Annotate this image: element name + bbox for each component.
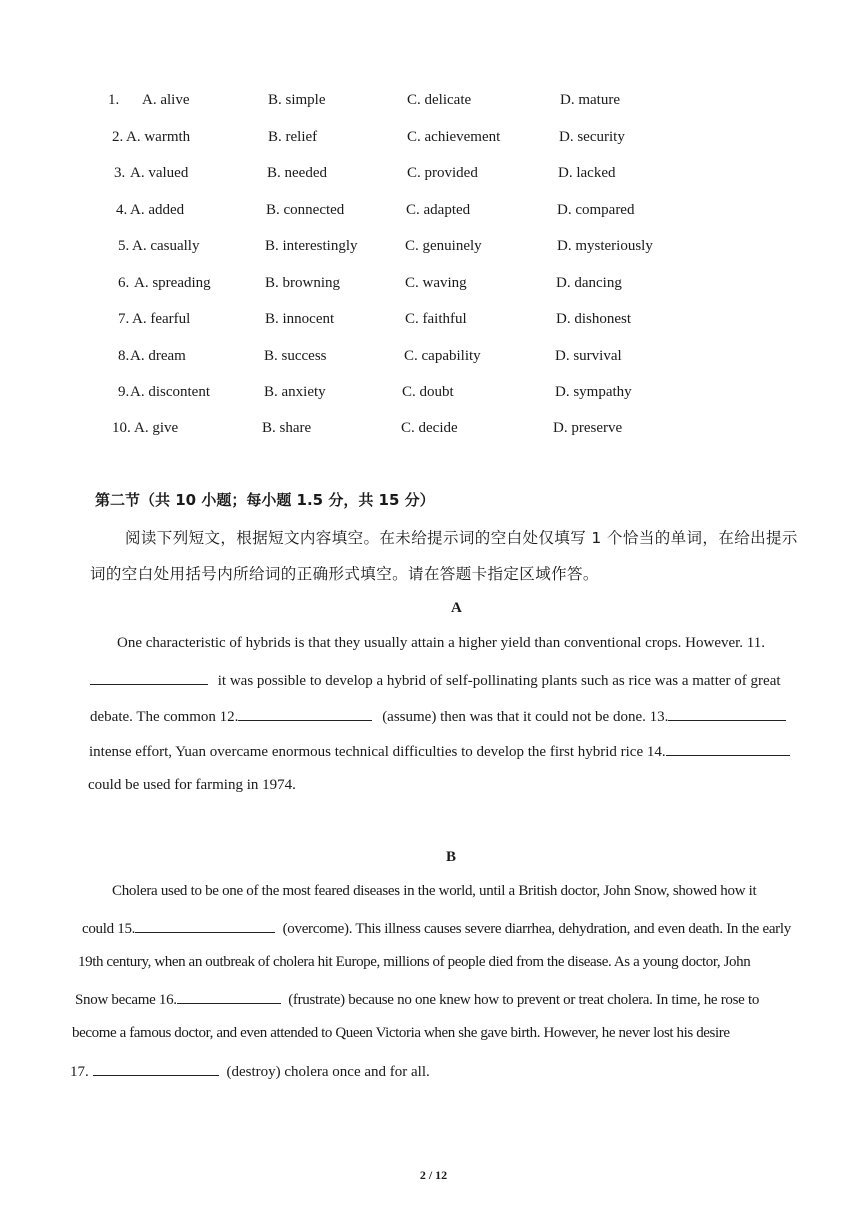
option-d[interactable]: D. sympathy — [555, 384, 632, 400]
question-number: 9. — [118, 384, 130, 400]
passage-a-line-4-pre: intense effort, Yuan overcame enormous technical difficulties to develop the first hybrid rice 14. — [89, 744, 666, 760]
passage-b-line-6-post: (destroy) cholera once and for all. — [226, 1064, 430, 1080]
question-number: 8. — [118, 348, 130, 364]
question-number: 3. — [114, 165, 126, 181]
option-b[interactable]: B. browning — [265, 275, 340, 291]
passage-b-label: B — [446, 849, 457, 865]
passage-b-line-4 — [75, 989, 759, 1009]
passage-b-line-6-pre: 17. — [70, 1064, 89, 1080]
option-c[interactable]: C. decide — [401, 420, 458, 436]
passage-b-line-1: Cholera used to be one of the most feared diseases in the world, until a British doctor, John Snow, showed how it — [112, 883, 757, 899]
question-number: 10. — [112, 420, 131, 436]
question-number: 4. — [116, 202, 128, 218]
option-a[interactable]: A. alive — [142, 92, 190, 108]
option-c[interactable]: C. achievement — [407, 129, 501, 145]
option-row — [0, 202, 867, 226]
option-b[interactable]: B. simple — [268, 92, 326, 108]
option-b[interactable]: B. success — [264, 348, 327, 364]
option-row — [0, 129, 867, 153]
blank-17[interactable] — [93, 1061, 219, 1076]
option-c[interactable]: C. capability — [404, 348, 481, 364]
option-c[interactable]: C. waving — [405, 275, 467, 291]
option-d[interactable]: D. security — [559, 129, 625, 145]
option-d[interactable]: D. survival — [555, 348, 622, 364]
option-a[interactable]: A. valued — [130, 165, 189, 181]
option-row — [0, 348, 867, 372]
option-d[interactable]: D. lacked — [558, 165, 616, 181]
option-d[interactable]: D. compared — [557, 202, 635, 218]
passage-b-line-5: become a famous doctor, and even attended to Queen Victoria when she gave birth. However, he never lost his desire — [72, 1025, 730, 1041]
passage-a-line-1: One characteristic of hybrids is that they usually attain a higher yield than conventional crops. However. 11. — [117, 635, 766, 651]
option-a[interactable]: A. warmth — [126, 129, 191, 145]
passage-a-line-3-hint: (assume) then was that it could not be done. 13. — [382, 709, 669, 725]
passage-b-line-6 — [70, 1061, 430, 1081]
passage-a-line-2-text: it was possible to develop a hybrid of self-pollinating plants such as rice was a matter of great — [217, 673, 781, 689]
option-d[interactable]: D. dancing — [556, 275, 622, 291]
passage-b-line-3: 19th century, when an outbreak of cholera hit Europe, millions of people died from the disease. As a young doctor, John — [78, 954, 751, 970]
page-number: 2 / 12 — [419, 1168, 448, 1182]
option-row — [0, 420, 867, 444]
option-b[interactable]: B. relief — [268, 129, 318, 145]
option-d[interactable]: D. mature — [560, 92, 620, 108]
passage-b-line-2-pre: could 15. — [82, 921, 136, 937]
option-c[interactable]: C. adapted — [406, 202, 471, 218]
option-a[interactable]: A. casually — [132, 238, 200, 254]
option-c[interactable]: C. doubt — [402, 384, 454, 400]
option-c[interactable]: C. provided — [407, 165, 478, 181]
option-row — [0, 275, 867, 299]
question-number: 2. — [112, 129, 124, 145]
question-number: 1. — [108, 92, 120, 108]
passage-b-line-4-post: (frustrate) because no one knew how to prevent or treat cholera. In time, he rose to — [288, 992, 760, 1008]
option-b[interactable]: B. anxiety — [264, 384, 326, 400]
option-a[interactable]: A. added — [130, 202, 185, 218]
blank-14[interactable] — [666, 741, 790, 756]
section-title: 第二节（共 10 小题；每小题 1.5 分，共 15 分） — [95, 491, 435, 509]
blank-12[interactable] — [238, 706, 372, 721]
passage-a-line-2 — [90, 670, 781, 690]
question-number: 5. — [118, 238, 130, 254]
option-a[interactable]: A. give — [134, 420, 179, 436]
option-b[interactable]: B. share — [262, 420, 312, 436]
blank-15[interactable] — [135, 918, 275, 933]
option-c[interactable]: C. genuinely — [405, 238, 482, 254]
passage-b-line-4-pre: Snow became 16. — [75, 992, 177, 1008]
blank-13[interactable] — [668, 706, 786, 721]
option-a[interactable]: A. dream — [130, 348, 186, 364]
option-b[interactable]: B. connected — [266, 202, 345, 218]
option-b[interactable]: B. interestingly — [265, 238, 358, 254]
option-c[interactable]: C. faithful — [405, 311, 467, 327]
passage-b-line-2-post: (overcome). This illness causes severe diarrhea, dehydration, and even death. In the early — [282, 921, 791, 937]
option-d[interactable]: D. preserve — [553, 420, 623, 436]
question-number: 6. — [118, 275, 130, 291]
option-b[interactable]: B. innocent — [265, 311, 335, 327]
passage-a-line-3-pre: debate. The common 12. — [90, 709, 239, 725]
question-number: 7. — [118, 311, 130, 327]
option-row — [0, 92, 867, 116]
passage-b-line-2 — [82, 918, 791, 938]
option-row — [0, 384, 867, 408]
passage-a-line-5: could be used for farming in 1974. — [88, 777, 296, 793]
option-d[interactable]: D. dishonest — [556, 311, 631, 327]
passage-a-line-3 — [90, 706, 786, 726]
option-row — [0, 311, 867, 335]
option-b[interactable]: B. needed — [267, 165, 327, 181]
option-row — [0, 238, 867, 262]
option-a[interactable]: A. fearful — [132, 311, 191, 327]
instruction-line-1: 阅读下列短文，根据短文内容填空。在未给提示词的空白处仅填写 1 个恰当的单词，在给出提示 — [125, 529, 798, 547]
blank-11[interactable] — [90, 670, 208, 685]
option-d[interactable]: D. mysteriously — [557, 238, 653, 254]
instruction-line-2: 词的空白处用括号内所给词的正确形式填空。请在答题卡指定区域作答。 — [90, 565, 599, 583]
option-a[interactable]: A. spreading — [134, 275, 211, 291]
option-a[interactable]: A. discontent — [130, 384, 210, 400]
passage-a-line-4 — [89, 741, 790, 761]
passage-a-label: A — [451, 600, 462, 616]
blank-16[interactable] — [177, 989, 281, 1004]
option-c[interactable]: C. delicate — [407, 92, 472, 108]
option-row — [0, 165, 867, 189]
